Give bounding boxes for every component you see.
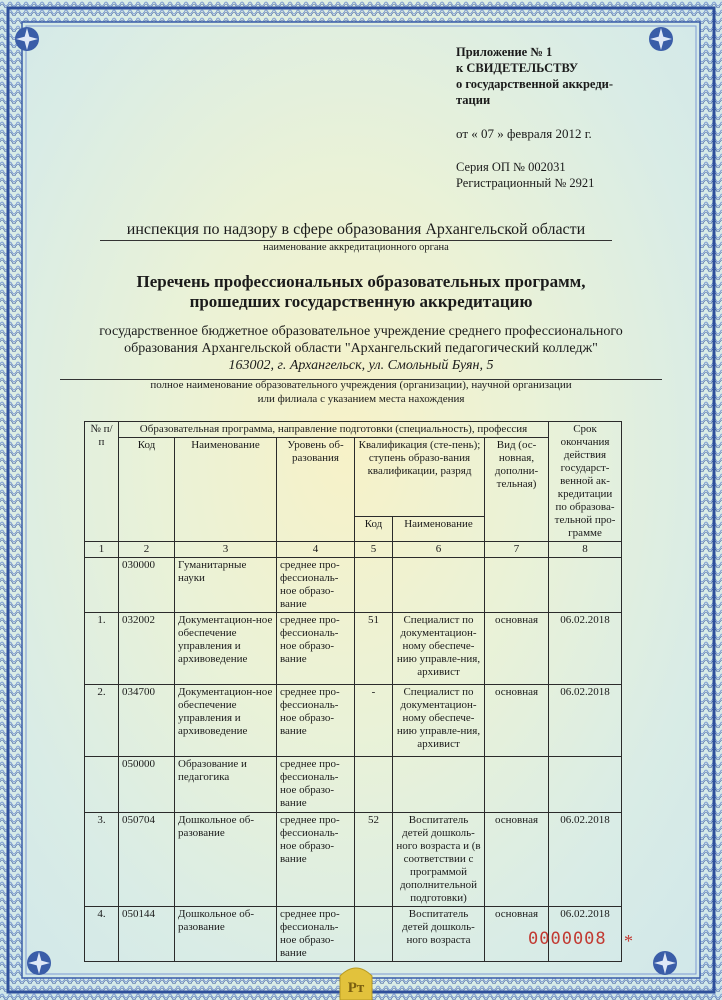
row-name: Дошкольное об-разование [175,907,277,962]
corner-ornament-icon [12,24,42,54]
row-num: 4. [85,907,119,962]
accreditation-organ: инспекция по надзору в сфере образования Архангельской области [100,221,612,241]
svg-text:Рт: Рт [347,980,365,996]
row-qual-name: Специалист по документацион-ному обеспече-нию управле-ния, архивист [393,685,485,757]
row-level: среднее про-фессиональ-ное образо-вание [277,757,355,813]
certificate-series: Серия ОП № 002031 [456,160,566,174]
row-kind: основная [485,907,549,962]
caption-line: полное наименование образовательного учреждения (организации), научной организации [150,379,572,391]
header-qual-code: Код [355,517,393,542]
row-qual-code [355,757,393,813]
header-level: Уровень об-разования [277,438,355,542]
institution-name [60,323,662,374]
stamp-number: 0000008 [528,929,607,949]
title-line: прошедших государственную аккредитацию [189,292,533,311]
row-kind: основная [485,813,549,907]
header-name: Наименование [175,438,277,542]
appendix-line: к СВИДЕТЕЛЬСТВУ [456,61,578,75]
row-level: среднее про-фессиональ-ное образо-вание [277,685,355,757]
header-program: Образовательная программа, направление подготовки (специальность), профессия [119,422,549,438]
row-qual-name [393,757,485,813]
column-number: 1 [85,542,119,558]
printer-logo-icon [336,962,376,1000]
header-num: № п/п [85,422,119,542]
row-num: 2. [85,685,119,757]
column-number: 5 [355,542,393,558]
row-kind [485,558,549,613]
row-code: 032002 [119,613,175,685]
institution-address: 163002, г. Архангельск, ул. Смольный Буян, 5 [228,358,494,373]
row-kind: основная [485,613,549,685]
row-qual-code: 51 [355,613,393,685]
row-code: 050704 [119,813,175,907]
row-level: среднее про-фессиональ-ное образо-вание [277,813,355,907]
row-kind: основная [485,685,549,757]
row-qual-name: Специалист по документацион-ному обеспече-нию управле-ния, архивист [393,613,485,685]
appendix-date: от « 07 » февраля 2012 г. [456,126,592,141]
programs-table [84,421,622,962]
column-number: 7 [485,542,549,558]
row-term [549,757,622,813]
group-row [85,558,622,613]
institution-caption [100,378,622,406]
row-qual-name: Воспитатель детей дошколь-ного возраста [393,907,485,962]
row-term: 06.02.2018 [549,907,622,962]
column-number: 8 [549,542,622,558]
row-code: 034700 [119,685,175,757]
row-term: 06.02.2018 [549,613,622,685]
appendix-header [456,44,656,191]
table-row [85,685,622,757]
title-line: Перечень профессиональных образовательных программ, [136,272,586,291]
corner-ornament-icon [24,948,54,978]
institution-line: образования Архангельской области "Архангельский педагогический колледж" [124,341,598,356]
row-code: 050144 [119,907,175,962]
row-num: 3. [85,813,119,907]
column-numbers-row [85,542,622,558]
header-code: Код [119,438,175,542]
column-number: 2 [119,542,175,558]
institution-line: государственное бюджетное образовательное учреждение среднего профессионального [99,324,623,339]
column-number: 4 [277,542,355,558]
row-level: среднее про-фессиональ-ное образо-вание [277,613,355,685]
row-name: Образование и педагогика [175,757,277,813]
group-row [85,757,622,813]
row-num [85,757,119,813]
row-name: Дошкольное об-разование [175,813,277,907]
header-term: Срок окончания действия государст-венной ак-кредитации по образова-тельной про-грамме [549,422,622,542]
row-level: среднее про-фессиональ-ное образо-вание [277,558,355,613]
row-kind [485,757,549,813]
row-name: Гуманитарные науки [175,558,277,613]
row-qual-code [355,558,393,613]
row-num: 1. [85,613,119,685]
row-term [549,558,622,613]
accreditation-organ-caption: наименование аккредитационного органа [263,242,449,253]
row-qual-name: Воспитатель детей дошколь-ного возраста и (в соответствии с программой дополнительной подготовки) [393,813,485,907]
document-title [80,272,642,312]
appendix-line: тации [456,93,491,107]
appendix-line: о государственной аккреди- [456,77,614,91]
row-num [85,558,119,613]
row-qual-name [393,558,485,613]
column-number: 6 [393,542,485,558]
row-qual-code: - [355,685,393,757]
row-term: 06.02.2018 [549,813,622,907]
table-row [85,613,622,685]
column-number: 3 [175,542,277,558]
row-level: среднее про-фессиональ-ное образо-вание [277,907,355,962]
header-kind: Вид (ос-новная, дополни-тельная) [485,438,549,542]
registration-number: Регистрационный № 2921 [456,176,595,190]
appendix-line: Приложение № 1 [456,45,553,59]
table-row [85,813,622,907]
caption-line: или филиала с указанием места нахождения [257,393,465,405]
row-qual-code [355,907,393,962]
row-name: Документацион-ное обеспечение управления и архивоведение [175,685,277,757]
row-code: 050000 [119,757,175,813]
row-term: 06.02.2018 [549,685,622,757]
row-name: Документацион-ное обеспечение управления и архивоведение [175,613,277,685]
header-qualification: Квалификация (сте-пень); ступень образо-вания квалификации, разряд [355,438,485,517]
corner-ornament-icon [650,948,680,978]
row-code: 030000 [119,558,175,613]
row-qual-code: 52 [355,813,393,907]
stamp-star: * [624,931,633,951]
header-qual-name: Наименование [393,517,485,542]
